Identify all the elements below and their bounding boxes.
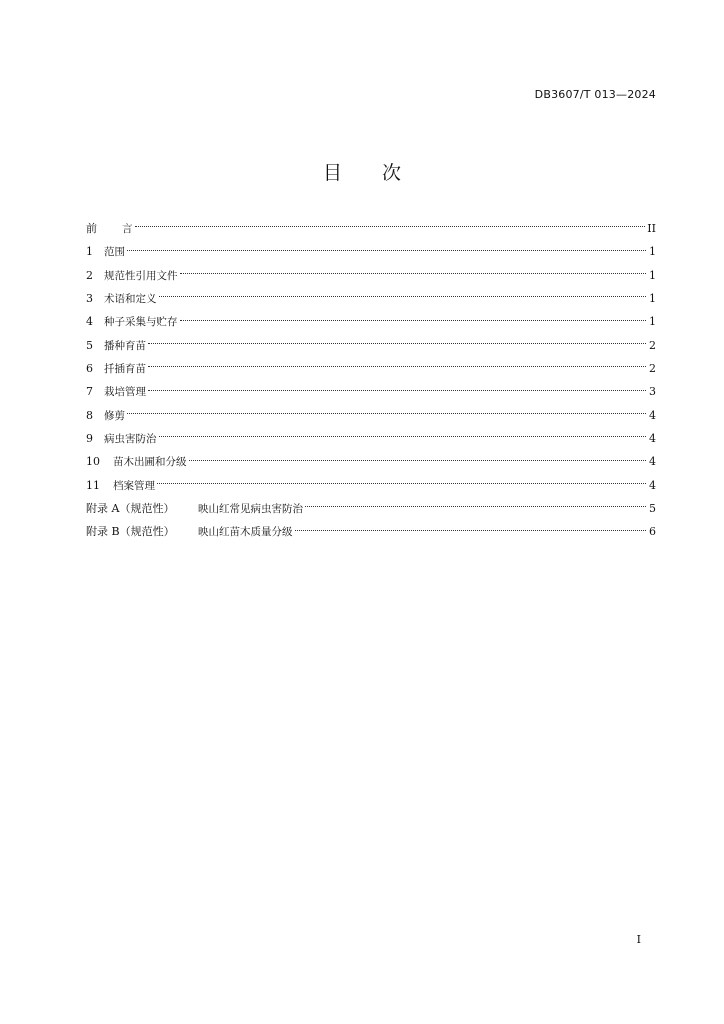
toc-entry-4[interactable] [86,310,656,333]
toc-number: 9 [86,432,93,446]
toc-number: 5 [86,338,93,352]
toc-number: 4 [86,315,93,329]
page-title [0,158,724,185]
toc-page-number: 1 [649,292,656,306]
toc-entry-6[interactable] [86,357,656,380]
dot-leader [189,458,647,461]
toc-title: 言 [122,223,133,235]
toc-page-number: 4 [649,432,656,446]
toc-number: 3 [86,292,93,306]
toc-title: 栽培管理 [104,386,146,399]
toc-title: 病虫害防治 [104,433,157,446]
toc-page-number: 3 [649,385,656,399]
toc-number: 8 [86,408,93,422]
toc-title: 术语和定义 [104,293,157,306]
toc-entry-3[interactable] [86,287,656,310]
toc-number: 附录 B（规范性） [86,525,175,539]
toc-entry-appendix-a[interactable] [86,497,656,520]
toc-title: 修剪 [104,409,125,422]
toc-entry-5[interactable] [86,334,656,357]
toc-page-number: 6 [649,525,656,539]
toc-title: 播种育苗 [104,339,146,352]
toc-title: 映山红常见病虫害防治 [198,503,303,516]
toc-entry-8[interactable] [86,404,656,427]
dot-leader [159,434,647,437]
toc-number: 1 [86,245,93,259]
dot-leader [159,294,647,297]
toc-page-number: 1 [649,315,656,329]
toc-page-number: II [647,222,656,235]
table-of-contents [86,217,656,544]
toc-page-number: 2 [649,338,656,352]
dot-leader [148,388,646,391]
toc-entry-foreword[interactable] [86,217,656,240]
toc-page-number: 4 [649,408,656,422]
dot-leader [180,318,647,321]
toc-entry-1[interactable] [86,240,656,263]
dot-leader [148,341,646,344]
toc-entry-appendix-b[interactable] [86,520,656,543]
toc-entry-2[interactable] [86,264,656,287]
toc-page-number: 4 [649,478,656,492]
toc-title: 规范性引用文件 [104,269,178,282]
page-number: I [636,933,641,946]
dot-leader [305,504,646,507]
title-part-2: 次 [382,162,402,184]
toc-entry-11[interactable] [86,474,656,497]
dot-leader [295,528,647,531]
dot-leader [127,411,646,414]
standard-code: DB3607/T 013—2024 [534,88,656,101]
toc-title: 苗木出圃和分级 [113,456,187,469]
toc-page-number: 5 [649,502,656,516]
toc-number: 2 [86,268,93,282]
toc-title: 种子采集与贮存 [104,316,178,329]
dot-leader [127,248,646,251]
dot-leader [148,364,646,367]
toc-number: 11 [86,478,100,492]
toc-page-number: 1 [649,268,656,282]
title-part-1: 目 [322,162,342,184]
toc-entry-10[interactable] [86,450,656,473]
toc-page-number: 1 [649,245,656,259]
toc-number: 前 [86,222,97,235]
toc-title: 映山红苗木质量分级 [198,526,293,539]
toc-number: 6 [86,362,93,376]
dot-leader [157,481,646,484]
toc-number: 附录 A（规范性） [86,502,175,516]
toc-title: 范围 [104,246,125,259]
toc-page-number: 4 [649,455,656,469]
toc-title: 扦插育苗 [104,363,146,376]
toc-number: 7 [86,385,93,399]
toc-number: 10 [86,455,100,469]
dot-leader [135,224,646,227]
toc-page-number: 2 [649,362,656,376]
dot-leader [180,271,647,274]
toc-entry-7[interactable] [86,380,656,403]
toc-entry-9[interactable] [86,427,656,450]
toc-title: 档案管理 [113,479,155,492]
